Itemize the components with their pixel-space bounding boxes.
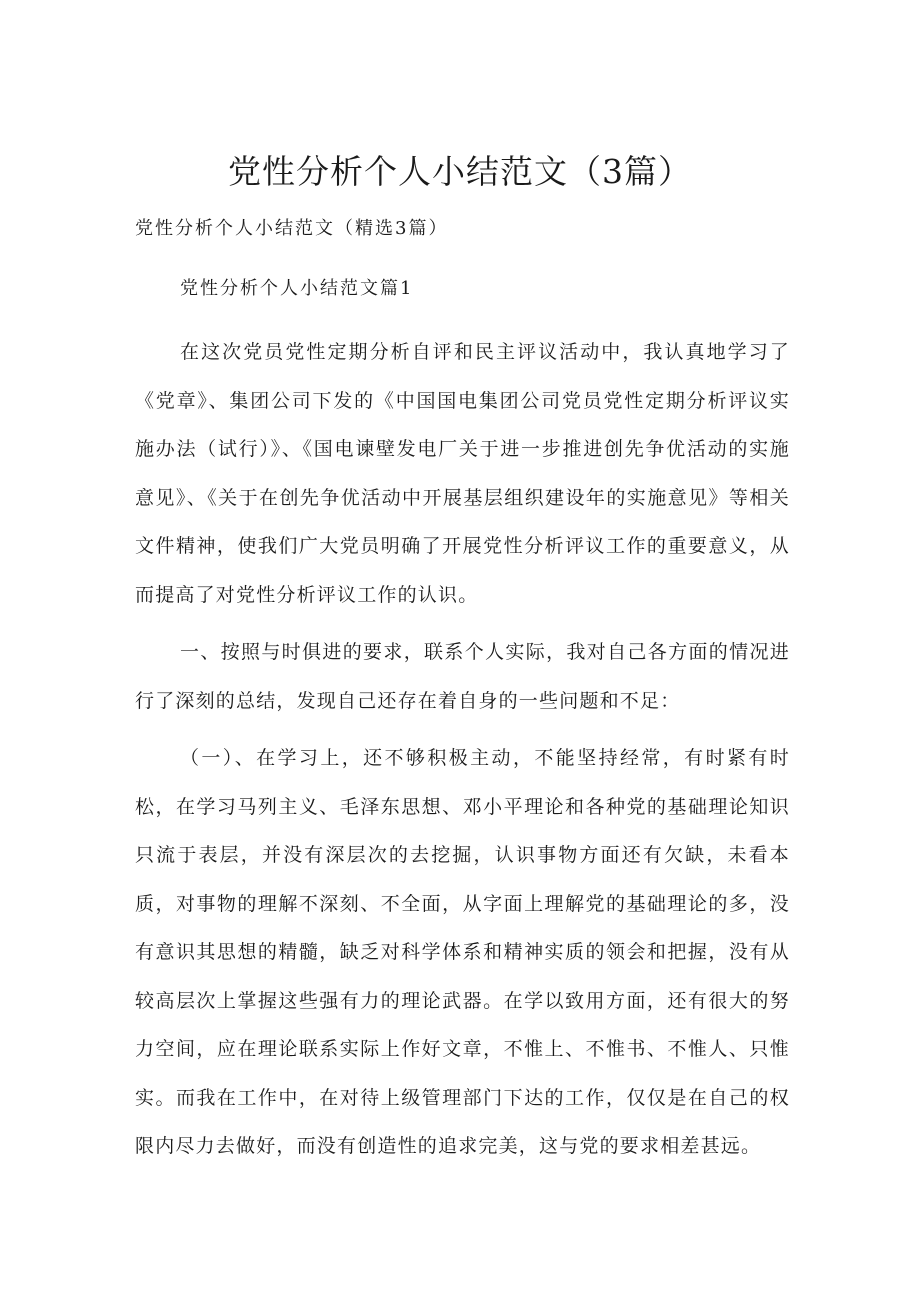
paragraph-section-one: 一、按照与时俱进的要求，联系个人实际，我对自己各方面的情况进行了深刻的总结，发现自己还存在着自身的一些问题和不足： — [135, 641, 790, 712]
paragraph-intro: 在这次党员党性定期分析自评和民主评议活动中，我认真地学习了《党章》、集团公司下发的《中国国电集团公司党员党性定期分析评议实施办法（试行）》、《国电谏壁发电厂关于进一步推进创先争优活动的实施意见》、《关于在创先争优活动中开展基层组织建设年的实施意见》等相关文件精神，使我们广大党员明确了开展党性分析评议工作的重要意义，从而提高了对党性分析评议工作的认识。 — [135, 341, 790, 606]
paragraph-study-issues: （一）、在学习上，还不够积极主动，不能坚持经常，有时紧有时松，在学习马列主义、毛泽东思想、邓小平理论和各种党的基础理论知识只流于表层，并没有深层次的去挖掘，认识事物方面还有欠缺，未看本质，对事物的理解不深刻、不全面，从字面上理解党的基础理论的多，没有意识其思想的精髓，缺乏对科学体系和精神实质的领会和把握，没有从较高层次上掌握这些强有力的理论武器。在学以致用方面，还有很大的努力空间，应在理论联系实际上作好文章，不惟上、不惟书、不惟人、只惟实。而我在工作中，在对待上级管理部门下达的工作，仅仅是在自己的权限内尽力去做好，而没有创造性的追求完美，这与党的要求相差甚远。 — [135, 747, 790, 1157]
document-title: 党性分析个人小结范文（3篇） — [228, 152, 692, 191]
document-subtitle: 党性分析个人小结范文（精选3篇） — [135, 218, 449, 239]
section-heading: 党性分析个人小结范文篇1 — [180, 278, 414, 299]
